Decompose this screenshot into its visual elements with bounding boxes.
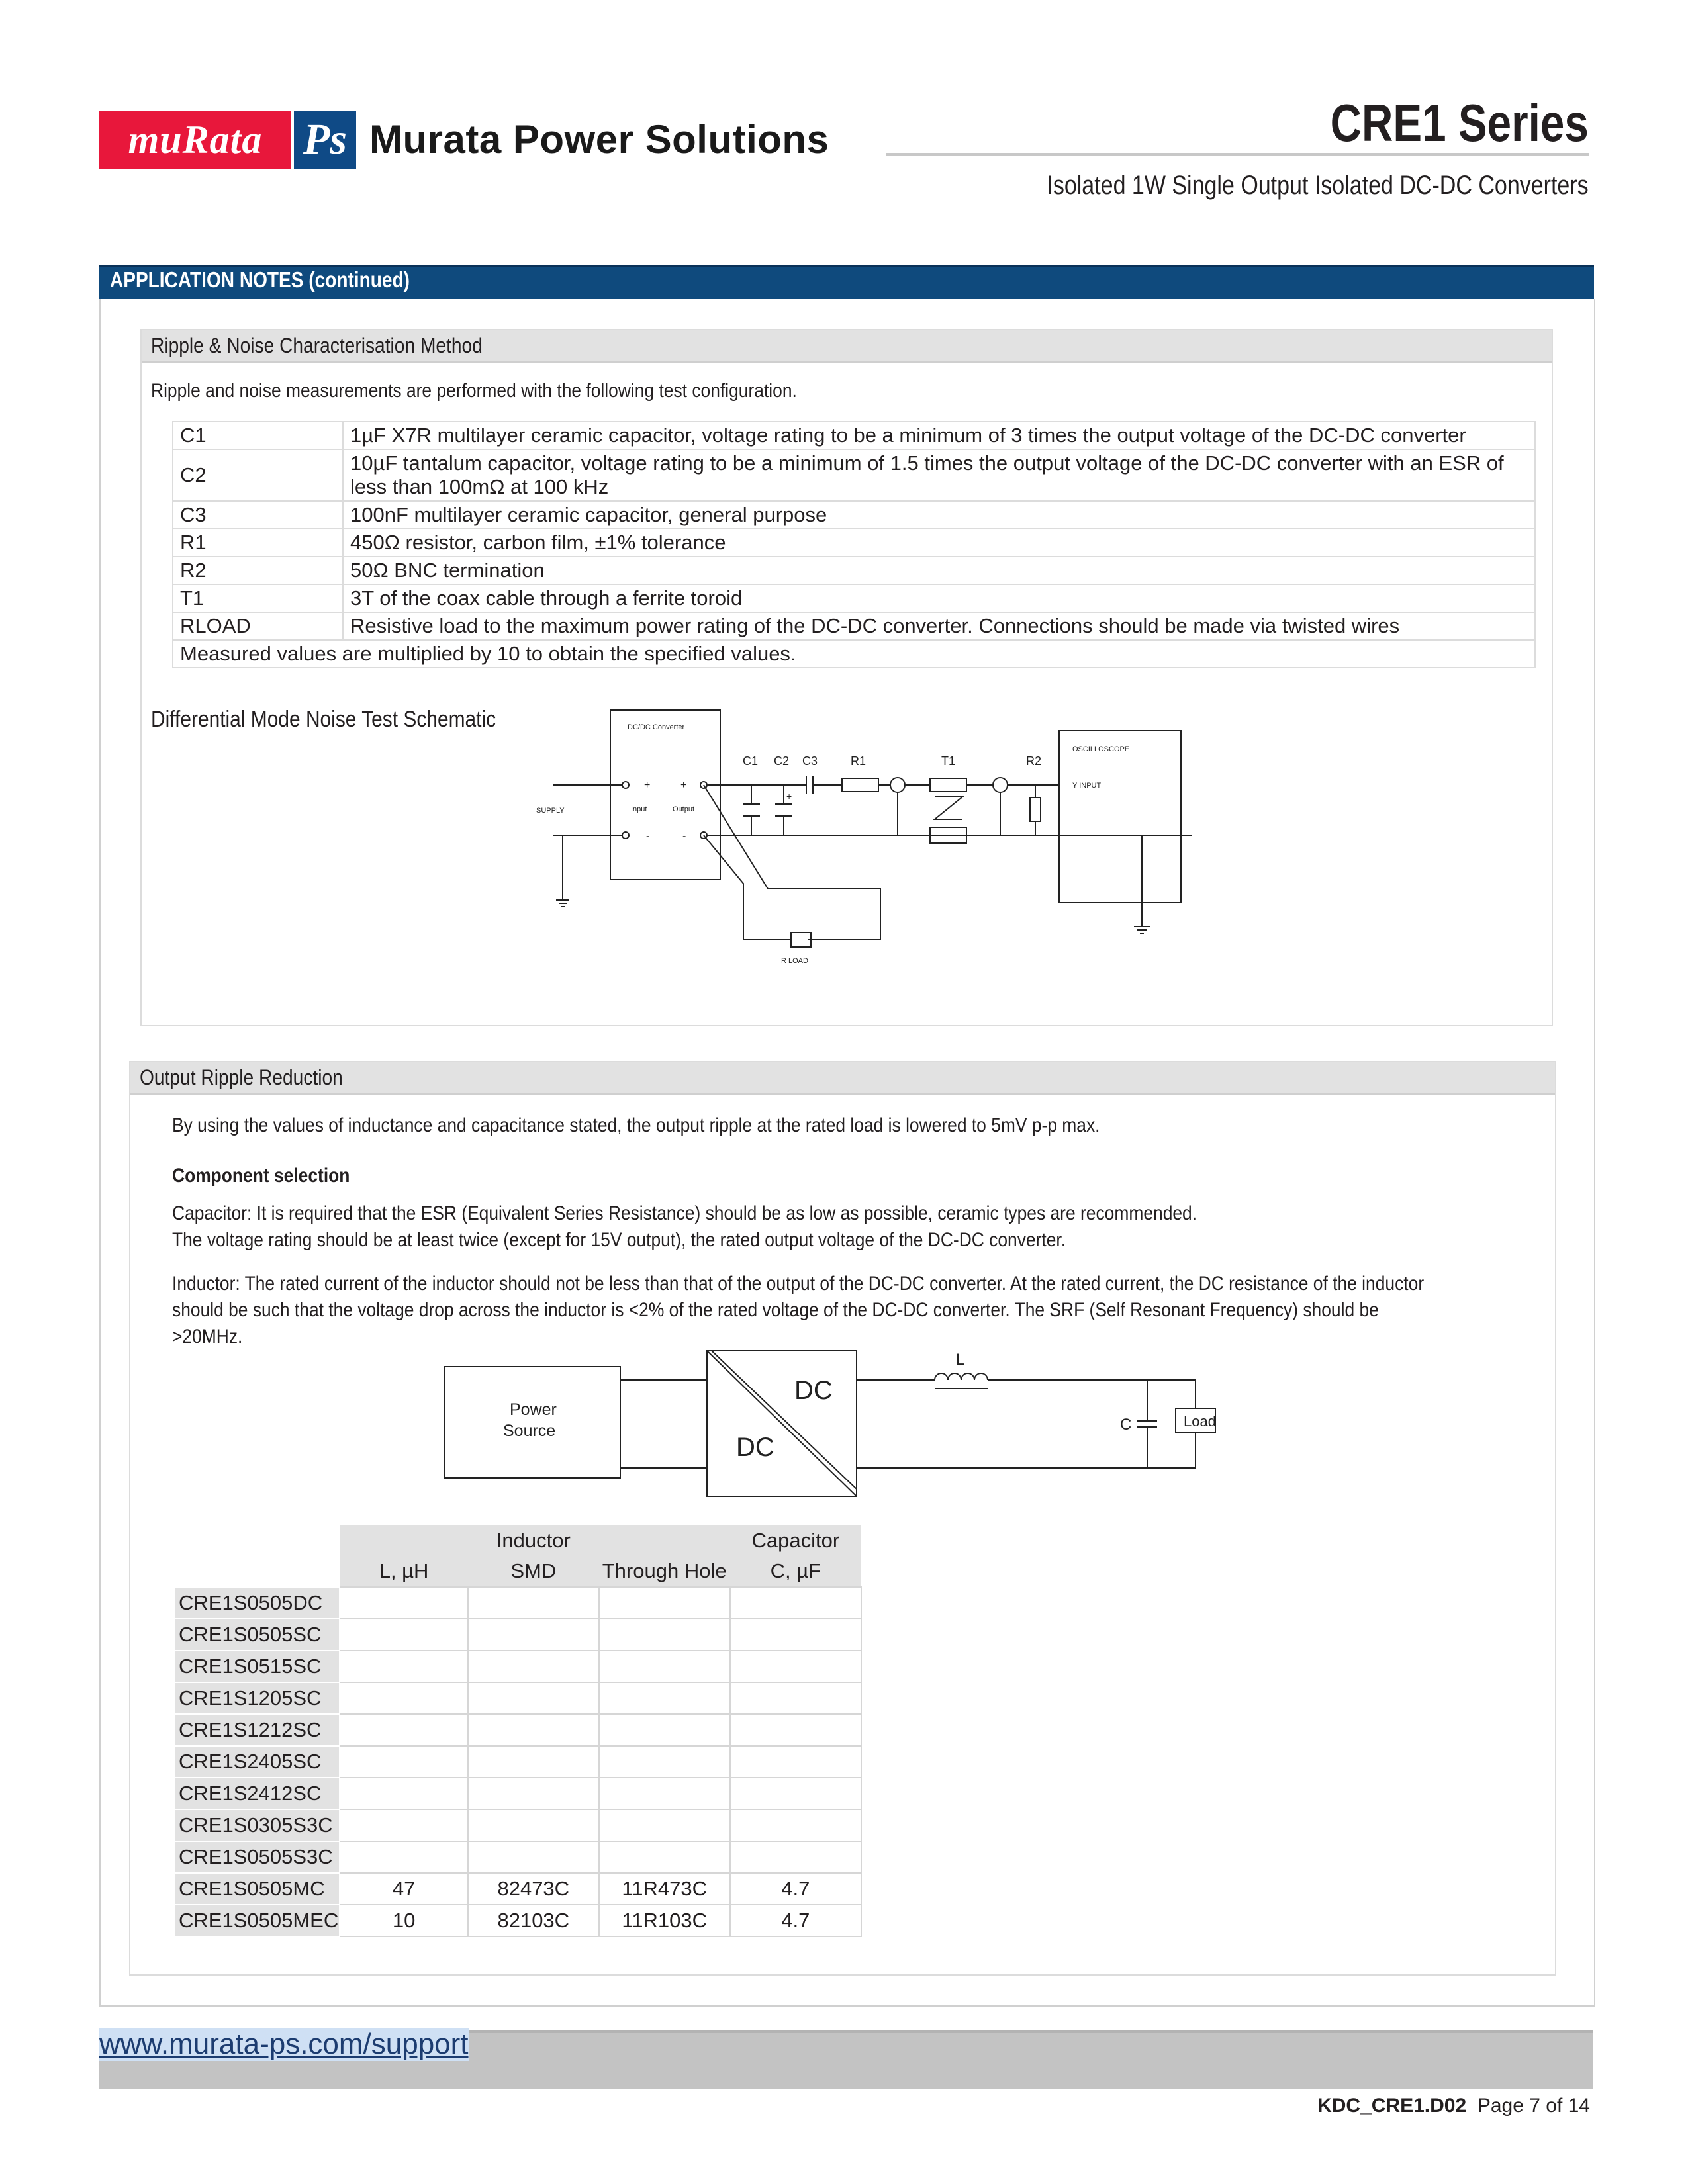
converter-label: DC/DC Converter	[628, 723, 685, 731]
capacitance-cell	[730, 1714, 861, 1746]
capacitance-cell	[730, 1619, 861, 1651]
output-plus: +	[680, 780, 687, 791]
test-config-row	[173, 584, 1535, 612]
table-row	[174, 1841, 861, 1873]
test-config-row	[173, 557, 1535, 584]
component-desc: 1µF X7R multilayer ceramic capacitor, voltage rating to be a minimum of 3 times the output voltage of the DC-DC converter	[343, 422, 1535, 449]
dc-output-label: DC	[794, 1376, 833, 1405]
table-row	[174, 1619, 861, 1651]
component-ref: T1	[173, 584, 343, 612]
test-config-row	[173, 612, 1535, 640]
component-desc: 450Ω resistor, carbon film, ±1% tolerance	[343, 529, 1535, 557]
inductance-cell	[340, 1746, 468, 1778]
page-title: CRE1 Series	[1330, 93, 1589, 152]
capacitance-cell	[730, 1778, 861, 1809]
support-link[interactable]: www.murata-ps.com/support	[99, 2028, 469, 2060]
component-selection-heading	[172, 1165, 374, 1187]
schematic-title-text: Differential Mode Noise Test Schematic	[151, 707, 496, 732]
ps-logo: Ps	[294, 111, 356, 169]
model-cell: CRE1S2412SC	[174, 1778, 340, 1809]
inductance-cell	[340, 1651, 468, 1682]
header-divider	[886, 153, 1589, 156]
through-hole-cell	[599, 1746, 730, 1778]
input-label: Input	[631, 805, 647, 813]
ripple-noise-heading	[142, 330, 1552, 363]
smd-cell	[468, 1619, 599, 1651]
capacitance-cell: 4.7	[730, 1873, 861, 1905]
supply-label: SUPPLY	[536, 807, 565, 815]
smd-cell: 82473C	[468, 1873, 599, 1905]
component-desc: 50Ω BNC termination	[343, 557, 1535, 584]
component-desc: 3T of the coax cable through a ferrite toroid	[343, 584, 1535, 612]
model-cell: CRE1S2405SC	[174, 1746, 340, 1778]
measurement-note: Measured values are multiplied by 10 to obtain the specified values.	[173, 640, 1535, 668]
test-config-row	[173, 529, 1535, 557]
col-header-smd: SMD	[468, 1556, 599, 1587]
c1-label: C1	[743, 754, 759, 768]
inductor-icon	[935, 1373, 988, 1380]
component-ref: R1	[173, 529, 343, 557]
oscilloscope-label: OSCILLOSCOPE	[1072, 745, 1130, 753]
inductance-cell	[340, 1841, 468, 1873]
component-ref: C2	[173, 449, 343, 501]
component-table	[173, 1525, 862, 1937]
component-ref: C1	[173, 422, 343, 449]
model-cell: CRE1S0505MEC	[174, 1905, 340, 1936]
through-hole-cell	[599, 1714, 730, 1746]
table-row	[174, 1809, 861, 1841]
inductor-line-3: >20MHz.	[172, 1326, 243, 1347]
c2-label: C2	[774, 754, 790, 768]
test-config-row	[173, 449, 1535, 501]
inductance-cell	[340, 1682, 468, 1714]
smd-cell	[468, 1714, 599, 1746]
table-row	[174, 1873, 861, 1905]
component-desc: Resistive load to the maximum power rating of the DC-DC converter. Connections should be made via twisted wires	[343, 612, 1535, 640]
table-row	[174, 1587, 861, 1619]
component-ref: RLOAD	[173, 612, 343, 640]
through-hole-cell: 11R473C	[599, 1873, 730, 1905]
smd-cell	[468, 1809, 599, 1841]
capacitance-cell	[730, 1587, 861, 1619]
table-row	[174, 1651, 861, 1682]
ripple-noise-intro	[151, 380, 885, 402]
capacitance-cell: 4.7	[730, 1905, 861, 1936]
corner-cell	[174, 1525, 340, 1556]
r1-label: R1	[851, 754, 867, 768]
ripple-noise-heading-text: Ripple & Noise Characterisation Method	[151, 334, 483, 357]
smd-cell	[468, 1746, 599, 1778]
input-minus: -	[646, 831, 650, 842]
section-band-title: APPLICATION NOTES (continued)	[110, 267, 410, 292]
through-hole-cell	[599, 1841, 730, 1873]
through-hole-cell	[599, 1682, 730, 1714]
group-spacer	[599, 1525, 730, 1556]
rload-label: R LOAD	[781, 957, 808, 965]
r2-label: R2	[1026, 754, 1042, 768]
capacitance-cell	[730, 1841, 861, 1873]
inductance-cell	[340, 1809, 468, 1841]
table-row	[174, 1778, 861, 1809]
model-cell: CRE1S0505MC	[174, 1873, 340, 1905]
capacitor-line-2: The voltage rating should be at least twice (except for 15V output), the rated output voltage of the DC-DC converter.	[172, 1229, 1066, 1251]
table-row	[174, 1746, 861, 1778]
table-row	[174, 1682, 861, 1714]
col-header-l: L, µH	[340, 1556, 468, 1587]
load-label: Load	[1184, 1413, 1216, 1430]
smd-cell: 82103C	[468, 1905, 599, 1936]
inductance-cell	[340, 1619, 468, 1651]
inductor-line-1: Inductor: The rated current of the inductor should not be less than that of the output of the DC-DC converter. At the rated current, the DC resistance of the inductor	[172, 1273, 1425, 1295]
inductor-label: L	[956, 1351, 965, 1369]
capacitor-guidance	[172, 1201, 1336, 1253]
through-hole-cell	[599, 1778, 730, 1809]
c2-polarity: +	[786, 791, 792, 801]
through-hole-cell	[599, 1809, 730, 1841]
ripple-noise-intro-text: Ripple and noise measurements are performed with the following test configuration.	[151, 380, 797, 402]
test-config-row	[173, 501, 1535, 529]
through-hole-cell	[599, 1587, 730, 1619]
power-source-line1: Power	[510, 1400, 557, 1419]
table-row	[174, 1905, 861, 1936]
corner-cell	[174, 1556, 340, 1587]
inductance-cell	[340, 1714, 468, 1746]
test-config-note-row	[173, 640, 1535, 668]
table-row	[174, 1714, 861, 1746]
model-cell: CRE1S0505S3C	[174, 1841, 340, 1873]
dc-converter-box	[610, 710, 720, 880]
smd-cell	[468, 1682, 599, 1714]
inductance-cell: 47	[340, 1873, 468, 1905]
capacitor-label: C	[1120, 1416, 1132, 1433]
capacitor-line-1: Capacitor: It is required that the ESR (Equivalent Series Resistance) should be as low as possible, ceramic types are recommended.	[172, 1203, 1197, 1224]
ripple-reduction-heading-text: Output Ripple Reduction	[140, 1066, 343, 1089]
y-input-label: Y INPUT	[1072, 782, 1102, 790]
component-desc: 10µF tantalum capacitor, voltage rating to be a minimum of 1.5 times the output voltage of the DC-DC converter with an ESR of less than 100mΩ at 100 kHz	[343, 449, 1535, 501]
test-config-row	[173, 422, 1535, 449]
brand-name: Murata Power Solutions	[369, 117, 829, 161]
doc-id: KDC_CRE1.D02	[1317, 2095, 1467, 2116]
component-ref: C3	[173, 501, 343, 529]
group-inductor: Inductor	[468, 1525, 599, 1556]
through-hole-cell: 11R103C	[599, 1905, 730, 1936]
model-cell: CRE1S0505SC	[174, 1619, 340, 1651]
schematic-title	[151, 707, 543, 733]
oscilloscope-box	[1059, 731, 1181, 903]
col-header-c: C, µF	[730, 1556, 861, 1587]
ripple-reduction-heading	[130, 1062, 1555, 1095]
t1-label: T1	[941, 754, 956, 768]
page-subtitle: Isolated 1W Single Output Isolated DC-DC Converters	[1047, 171, 1589, 200]
smd-cell	[468, 1651, 599, 1682]
inductance-cell: 10	[340, 1905, 468, 1936]
component-ref: R2	[173, 557, 343, 584]
capacitance-cell	[730, 1809, 861, 1841]
component-selection-heading-text: Component selection	[172, 1165, 350, 1187]
through-hole-cell	[599, 1619, 730, 1651]
inductance-cell	[340, 1778, 468, 1809]
lc-filter-diagram	[437, 1330, 1231, 1509]
model-cell: CRE1S1205SC	[174, 1682, 340, 1714]
dc-input-label: DC	[736, 1433, 774, 1462]
ripple-reduction-intro	[172, 1115, 1227, 1137]
page-number: Page 7 of 14	[1477, 2095, 1590, 2116]
inductor-line-2: should be such that the voltage drop across the inductor is <2% of the rated voltage of the DC-DC converter. The SRF (Self Resonant Frequency) should be	[172, 1299, 1379, 1321]
inductance-cell	[340, 1587, 468, 1619]
capacitance-cell	[730, 1682, 861, 1714]
output-label: Output	[673, 805, 695, 813]
output-minus: -	[682, 831, 686, 842]
smd-cell	[468, 1587, 599, 1619]
smd-cell	[468, 1841, 599, 1873]
capacitance-cell	[730, 1746, 861, 1778]
group-capacitor: Capacitor	[730, 1525, 861, 1556]
input-plus: +	[644, 780, 651, 791]
model-cell: CRE1S0305S3C	[174, 1809, 340, 1841]
murata-logo: muRata	[99, 111, 291, 169]
model-cell: CRE1S0505DC	[174, 1587, 340, 1619]
through-hole-cell	[599, 1651, 730, 1682]
test-config-table	[172, 421, 1536, 668]
model-cell: CRE1S1212SC	[174, 1714, 340, 1746]
ripple-reduction-intro-text: By using the values of inductance and capacitance stated, the output ripple at the rated load is lowered to 5mV p-p max.	[172, 1115, 1100, 1136]
footer-page-info	[1317, 2095, 1590, 2117]
power-source-line2: Source	[503, 1422, 556, 1440]
group-spacer	[340, 1525, 468, 1556]
smd-cell	[468, 1778, 599, 1809]
model-cell: CRE1S0515SC	[174, 1651, 340, 1682]
noise-test-schematic	[530, 702, 1192, 979]
col-header-through-hole: Through Hole	[599, 1556, 730, 1587]
capacitance-cell	[730, 1651, 861, 1682]
c3-label: C3	[802, 754, 818, 768]
component-desc: 100nF multilayer ceramic capacitor, general purpose	[343, 501, 1535, 529]
